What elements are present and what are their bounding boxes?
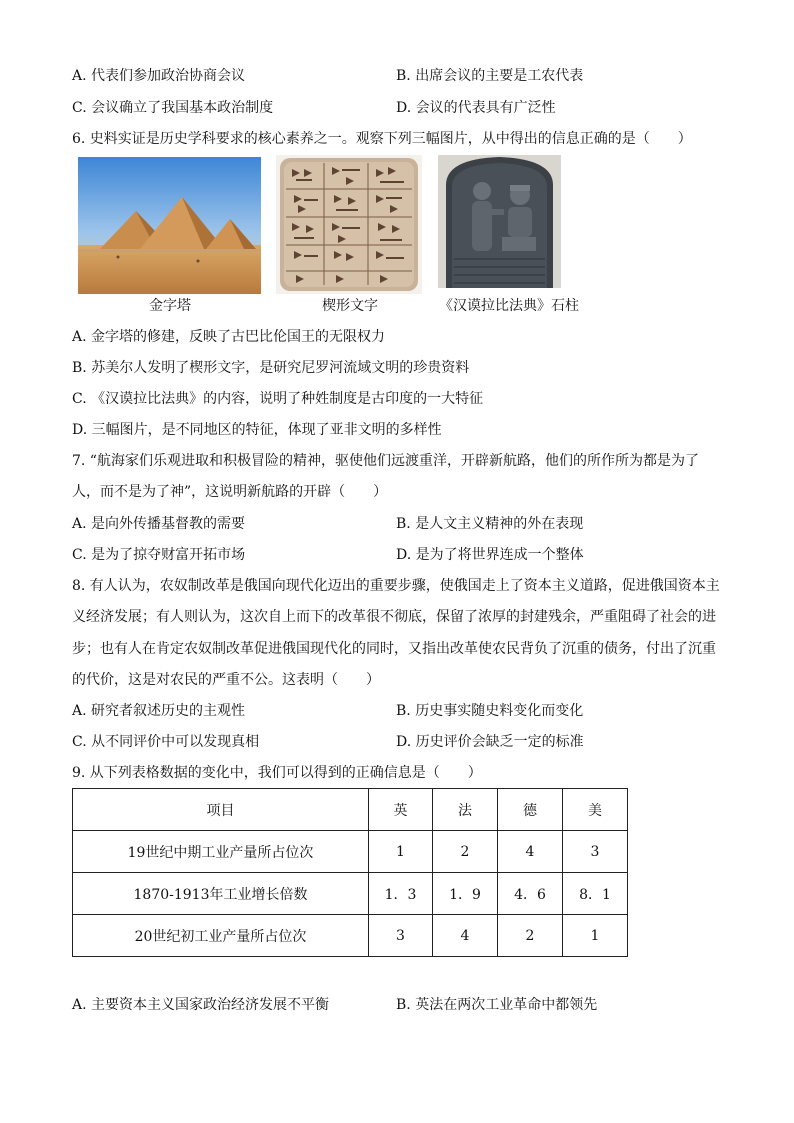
table-cell: 3 xyxy=(369,915,433,957)
table-cell: 1．3 xyxy=(369,873,433,915)
table-cell: 2 xyxy=(498,915,563,957)
table-cell: 4 xyxy=(498,831,563,873)
q5-option-c: C. 会议确立了我国基本政治制度 xyxy=(72,100,274,116)
q7-option-a: A. 是向外传播基督教的需要 xyxy=(72,516,246,532)
q9-option-a: A. 主要资本主义国家政治经济发展不平衡 xyxy=(72,997,330,1013)
cuneiform-tablet-image xyxy=(276,155,422,294)
q7-stem-line-1: 7. “航海家们乐观进取和积极冒险的精神，驱使他们远渡重洋，开辟新航路，他们的所作所为都是为了 xyxy=(72,453,699,469)
table-header-cell: 英 xyxy=(369,789,433,831)
q8-option-b: B. 历史事实随史料变化而变化 xyxy=(396,703,584,719)
q6-option-c: C. 《汉谟拉比法典》的内容，说明了种姓制度是古印度的一大特征 xyxy=(72,391,484,407)
table-row xyxy=(73,831,628,873)
table-cell: 1 xyxy=(369,831,433,873)
cuneiform-illustration xyxy=(276,155,422,294)
pyramid-image xyxy=(78,157,261,294)
table-header-cell: 项目 xyxy=(73,789,369,831)
caption-hammurabi: 《汉谟拉比法典》石柱 xyxy=(439,298,579,314)
q7-stem-line-2: 人，而不是为了神”，这说明新航路的开辟（ ） xyxy=(72,484,388,500)
q6-option-d: D. 三幅图片，是不同地区的特征，体现了亚非文明的多样性 xyxy=(72,422,442,438)
q8-stem-line-3: 步；也有人在肯定农奴制改革促进俄国现代化的同时，又指出改革使农民背负了沉重的债务，付出了沉重 xyxy=(72,641,716,657)
q8-option-c: C. 从不同评价中可以发现真相 xyxy=(72,734,260,750)
table-cell: 4．6 xyxy=(498,873,563,915)
table-cell: 1 xyxy=(563,915,628,957)
table-cell: 1870-1913年工业增长倍数 xyxy=(73,873,369,915)
table-row xyxy=(73,915,628,957)
q5-option-a: A. 代表们参加政治协商会议 xyxy=(72,68,246,84)
table-cell: 1．9 xyxy=(433,873,498,915)
table-header-row xyxy=(73,789,628,831)
q7-option-c: C. 是为了掠夺财富开拓市场 xyxy=(72,547,246,563)
q9-option-b: B. 英法在两次工业革命中都领先 xyxy=(396,997,598,1013)
table-row xyxy=(73,873,628,915)
table-header-cell: 美 xyxy=(563,789,628,831)
table-header-cell: 德 xyxy=(498,789,563,831)
q5-option-d: D. 会议的代表具有广泛性 xyxy=(396,100,556,116)
table-header-cell: 法 xyxy=(433,789,498,831)
pyramid-illustration xyxy=(78,157,261,294)
caption-cuneiform: 楔形文字 xyxy=(322,298,378,314)
table-cell: 4 xyxy=(433,915,498,957)
q7-option-b: B. 是人文主义精神的外在表现 xyxy=(396,516,584,532)
q5-option-b: B. 出席会议的主要是工农代表 xyxy=(396,68,584,84)
q8-option-a: A. 研究者叙述历史的主观性 xyxy=(72,703,246,719)
hammurabi-stele-image xyxy=(438,155,561,288)
q8-stem-line-1: 8. 有人认为，农奴制改革是俄国向现代化迈出的重要步骤，使俄国走上了资本主义道路，促进俄国资本主 xyxy=(72,578,720,594)
table-cell: 3 xyxy=(563,831,628,873)
q8-stem-line-4: 的代价，这是对农民的严重不公。这表明（ ） xyxy=(72,672,380,688)
table-cell: 20世纪初工业产量所占位次 xyxy=(73,915,369,957)
table-cell: 8．1 xyxy=(563,873,628,915)
q6-option-b: B. 苏美尔人发明了楔形文字，是研究尼罗河流域文明的珍贵资料 xyxy=(72,360,470,376)
stele-illustration xyxy=(438,155,561,288)
q6-stem: 6. 史料实证是历史学科要求的核心素养之一。观察下列三幅图片，从中得出的信息正确的是（ ） xyxy=(72,131,692,147)
q9-stem: 9. 从下列表格数据的变化中，我们可以得到的正确信息是（ ） xyxy=(72,765,482,781)
q8-stem-line-2: 义经济发展；有人则认为，这次自上而下的改革很不彻底，保留了浓厚的封建残余，严重阻碍了社会的进 xyxy=(72,609,716,625)
caption-pyramid: 金字塔 xyxy=(149,298,191,314)
q7-option-d: D. 是为了将世界连成一个整体 xyxy=(396,547,584,563)
table-cell: 2 xyxy=(433,831,498,873)
table-cell: 19世纪中期工业产量所占位次 xyxy=(73,831,369,873)
q6-option-a: A. 金字塔的修建，反映了古巴比伦国王的无限权力 xyxy=(72,329,386,345)
industry-data-table xyxy=(72,788,628,957)
q8-option-d: D. 历史评价会缺乏一定的标准 xyxy=(396,734,584,750)
